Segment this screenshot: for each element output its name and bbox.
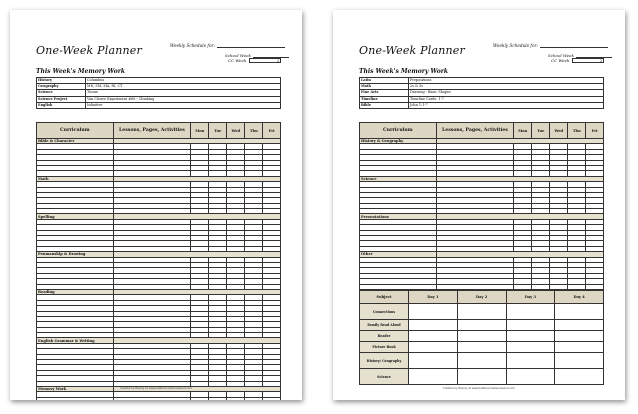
subject-day-cell[interactable] bbox=[457, 304, 506, 320]
section-label: Presentations bbox=[360, 214, 437, 219]
entry-row bbox=[37, 397, 281, 400]
day-number-header: Day 4 bbox=[555, 291, 604, 304]
memory-work-heading: This Week's Memory Work bbox=[359, 68, 449, 75]
subject-header: Subject bbox=[360, 291, 409, 304]
day-cell[interactable] bbox=[227, 397, 245, 400]
cc-week-field: CC Week 2 bbox=[228, 58, 280, 63]
cc-week-box[interactable]: 2 bbox=[249, 58, 281, 63]
subject-day-cell[interactable] bbox=[457, 369, 506, 385]
memory-value[interactable]: Tissue bbox=[86, 90, 281, 96]
cc-week-field: CC Week 2 bbox=[551, 58, 603, 63]
memory-label: English bbox=[37, 102, 86, 108]
subject-day-cell[interactable] bbox=[555, 320, 604, 331]
subject-label: Family Read Aloud bbox=[360, 320, 409, 331]
memory-label: Science bbox=[37, 90, 86, 96]
day-header: Mon bbox=[514, 123, 532, 139]
subject-day-cell[interactable] bbox=[409, 304, 458, 320]
subject-row bbox=[360, 331, 604, 342]
subject-day-cell[interactable] bbox=[555, 353, 604, 369]
subject-day-cell[interactable] bbox=[457, 331, 506, 342]
day-cell[interactable] bbox=[263, 397, 281, 400]
lessons-header: Lessons, Pages, Activities bbox=[436, 123, 514, 139]
header-row bbox=[360, 123, 604, 139]
subject-row bbox=[360, 369, 604, 385]
day-header: Tue bbox=[209, 123, 227, 139]
subject-day-table bbox=[359, 290, 604, 385]
day-number-header: Day 3 bbox=[506, 291, 555, 304]
subject-day-cell[interactable] bbox=[555, 369, 604, 385]
section-label: Math bbox=[37, 176, 114, 181]
curriculum-table bbox=[36, 122, 281, 400]
memory-value[interactable]: Columbus bbox=[86, 78, 281, 84]
subject-day-cell[interactable] bbox=[506, 331, 555, 342]
subject-day-cell[interactable] bbox=[506, 320, 555, 331]
weekly-schedule-line[interactable] bbox=[217, 43, 285, 48]
weekly-schedule-field: Weekly Schedule for: bbox=[493, 43, 608, 48]
section-label: Reading bbox=[37, 289, 114, 294]
subject-label: Reader bbox=[360, 331, 409, 342]
subject-day-cell[interactable] bbox=[555, 304, 604, 320]
memory-label: Geography bbox=[37, 84, 86, 90]
day-number-header: Day 2 bbox=[457, 291, 506, 304]
memory-label: Bible bbox=[360, 102, 409, 108]
subject-day-cell[interactable] bbox=[555, 331, 604, 342]
section-label: Other bbox=[360, 252, 437, 257]
subject-label: Picture Book bbox=[360, 342, 409, 353]
memory-label: Timeline bbox=[360, 96, 409, 102]
curriculum-header: Curriculum bbox=[37, 123, 114, 139]
memory-value[interactable]: Drawing - Basic Shapes bbox=[409, 90, 604, 96]
footer-credit: Created by Brandy at www.halfahundredacrewood.com bbox=[443, 387, 515, 390]
subject-label: Science bbox=[360, 369, 409, 385]
subject-row bbox=[360, 342, 604, 353]
section-label: Science bbox=[360, 176, 437, 181]
day-cell[interactable] bbox=[191, 397, 209, 400]
day-header: Tue bbox=[532, 123, 550, 139]
school-week-field: School Week bbox=[225, 53, 289, 58]
day-header: Thu bbox=[568, 123, 586, 139]
day-header: Fri bbox=[586, 123, 604, 139]
memory-value[interactable]: Infinitive bbox=[86, 102, 281, 108]
subject-day-cell[interactable] bbox=[409, 369, 458, 385]
subject-row bbox=[360, 320, 604, 331]
memory-label: Latin bbox=[360, 78, 409, 84]
section-label: English Grammar & Writing bbox=[37, 338, 114, 343]
footer-credit: Created by Brandy at www.halfahundredacrewood.com bbox=[120, 387, 192, 390]
header-row bbox=[37, 123, 281, 139]
memory-value[interactable]: Prepositions bbox=[409, 78, 604, 84]
section-label: Penmanship & Drawing bbox=[37, 252, 114, 257]
memory-value[interactable]: Timeline Cards: 1-7 bbox=[409, 96, 604, 102]
memory-label: History bbox=[37, 78, 86, 84]
memory-row bbox=[37, 102, 281, 108]
subject-day-cell[interactable] bbox=[555, 342, 604, 353]
memory-value[interactable]: Van Cleave Experiment #66 - Climbing bbox=[86, 96, 281, 102]
section-label: Spelling bbox=[37, 214, 114, 219]
memory-label: Fine Arts bbox=[360, 90, 409, 96]
subject-day-cell[interactable] bbox=[506, 369, 555, 385]
memory-value[interactable]: John 1:1-7 bbox=[409, 102, 604, 108]
subject-day-cell[interactable] bbox=[409, 331, 458, 342]
page-title: One-Week Planner bbox=[36, 44, 142, 57]
curriculum-table bbox=[359, 122, 604, 295]
subject-label: History/ Geography bbox=[360, 353, 409, 369]
memory-value[interactable]: 2s & 3s bbox=[409, 84, 604, 90]
subject-day-cell[interactable] bbox=[457, 320, 506, 331]
day-header: Mon bbox=[191, 123, 209, 139]
section-label: Memory Work bbox=[37, 386, 114, 391]
subject-day-cell[interactable] bbox=[409, 342, 458, 353]
section-label: History & Geography bbox=[360, 139, 437, 144]
memory-work-table bbox=[359, 77, 604, 109]
memory-work-heading: This Week's Memory Work bbox=[36, 68, 126, 75]
subject-day-cell[interactable] bbox=[409, 320, 458, 331]
lessons-header: Lessons, Pages, Activities bbox=[113, 123, 191, 139]
day-header: Fri bbox=[263, 123, 281, 139]
subject-day-cell[interactable] bbox=[506, 342, 555, 353]
subject-row bbox=[360, 304, 604, 320]
subject-row bbox=[360, 353, 604, 369]
day-cell[interactable] bbox=[209, 397, 227, 400]
subject-day-cell[interactable] bbox=[506, 353, 555, 369]
curriculum-header: Curriculum bbox=[360, 123, 437, 139]
planner-page-left bbox=[10, 10, 302, 400]
day-number-header: Day 1 bbox=[409, 291, 458, 304]
memory-value[interactable]: MN, SM, MA, RI, CT bbox=[86, 84, 281, 90]
lessons-cell[interactable] bbox=[113, 397, 191, 400]
cc-week-box[interactable]: 2 bbox=[572, 58, 604, 63]
subject-header-row bbox=[360, 291, 604, 304]
school-week-field: School Week bbox=[548, 53, 612, 58]
memory-label: Science Project bbox=[37, 96, 86, 102]
subject-label: Connections bbox=[360, 304, 409, 320]
curriculum-cell[interactable] bbox=[37, 397, 114, 400]
subject-day-cell[interactable] bbox=[409, 353, 458, 369]
memory-row bbox=[360, 102, 604, 108]
section-label: Bible & Character bbox=[37, 139, 114, 144]
weekly-schedule-field: Weekly Schedule for: bbox=[170, 43, 285, 48]
weekly-schedule-line[interactable] bbox=[540, 43, 608, 48]
subject-day-cell[interactable] bbox=[506, 304, 555, 320]
day-header: Wed bbox=[227, 123, 245, 139]
day-cell[interactable] bbox=[245, 397, 263, 400]
subject-day-cell[interactable] bbox=[457, 353, 506, 369]
memory-label: Math bbox=[360, 84, 409, 90]
day-header: Thu bbox=[245, 123, 263, 139]
day-header: Wed bbox=[550, 123, 568, 139]
memory-work-table bbox=[36, 77, 281, 109]
page-title: One-Week Planner bbox=[359, 44, 465, 57]
subject-day-cell[interactable] bbox=[457, 342, 506, 353]
planner-page-right bbox=[333, 10, 625, 400]
